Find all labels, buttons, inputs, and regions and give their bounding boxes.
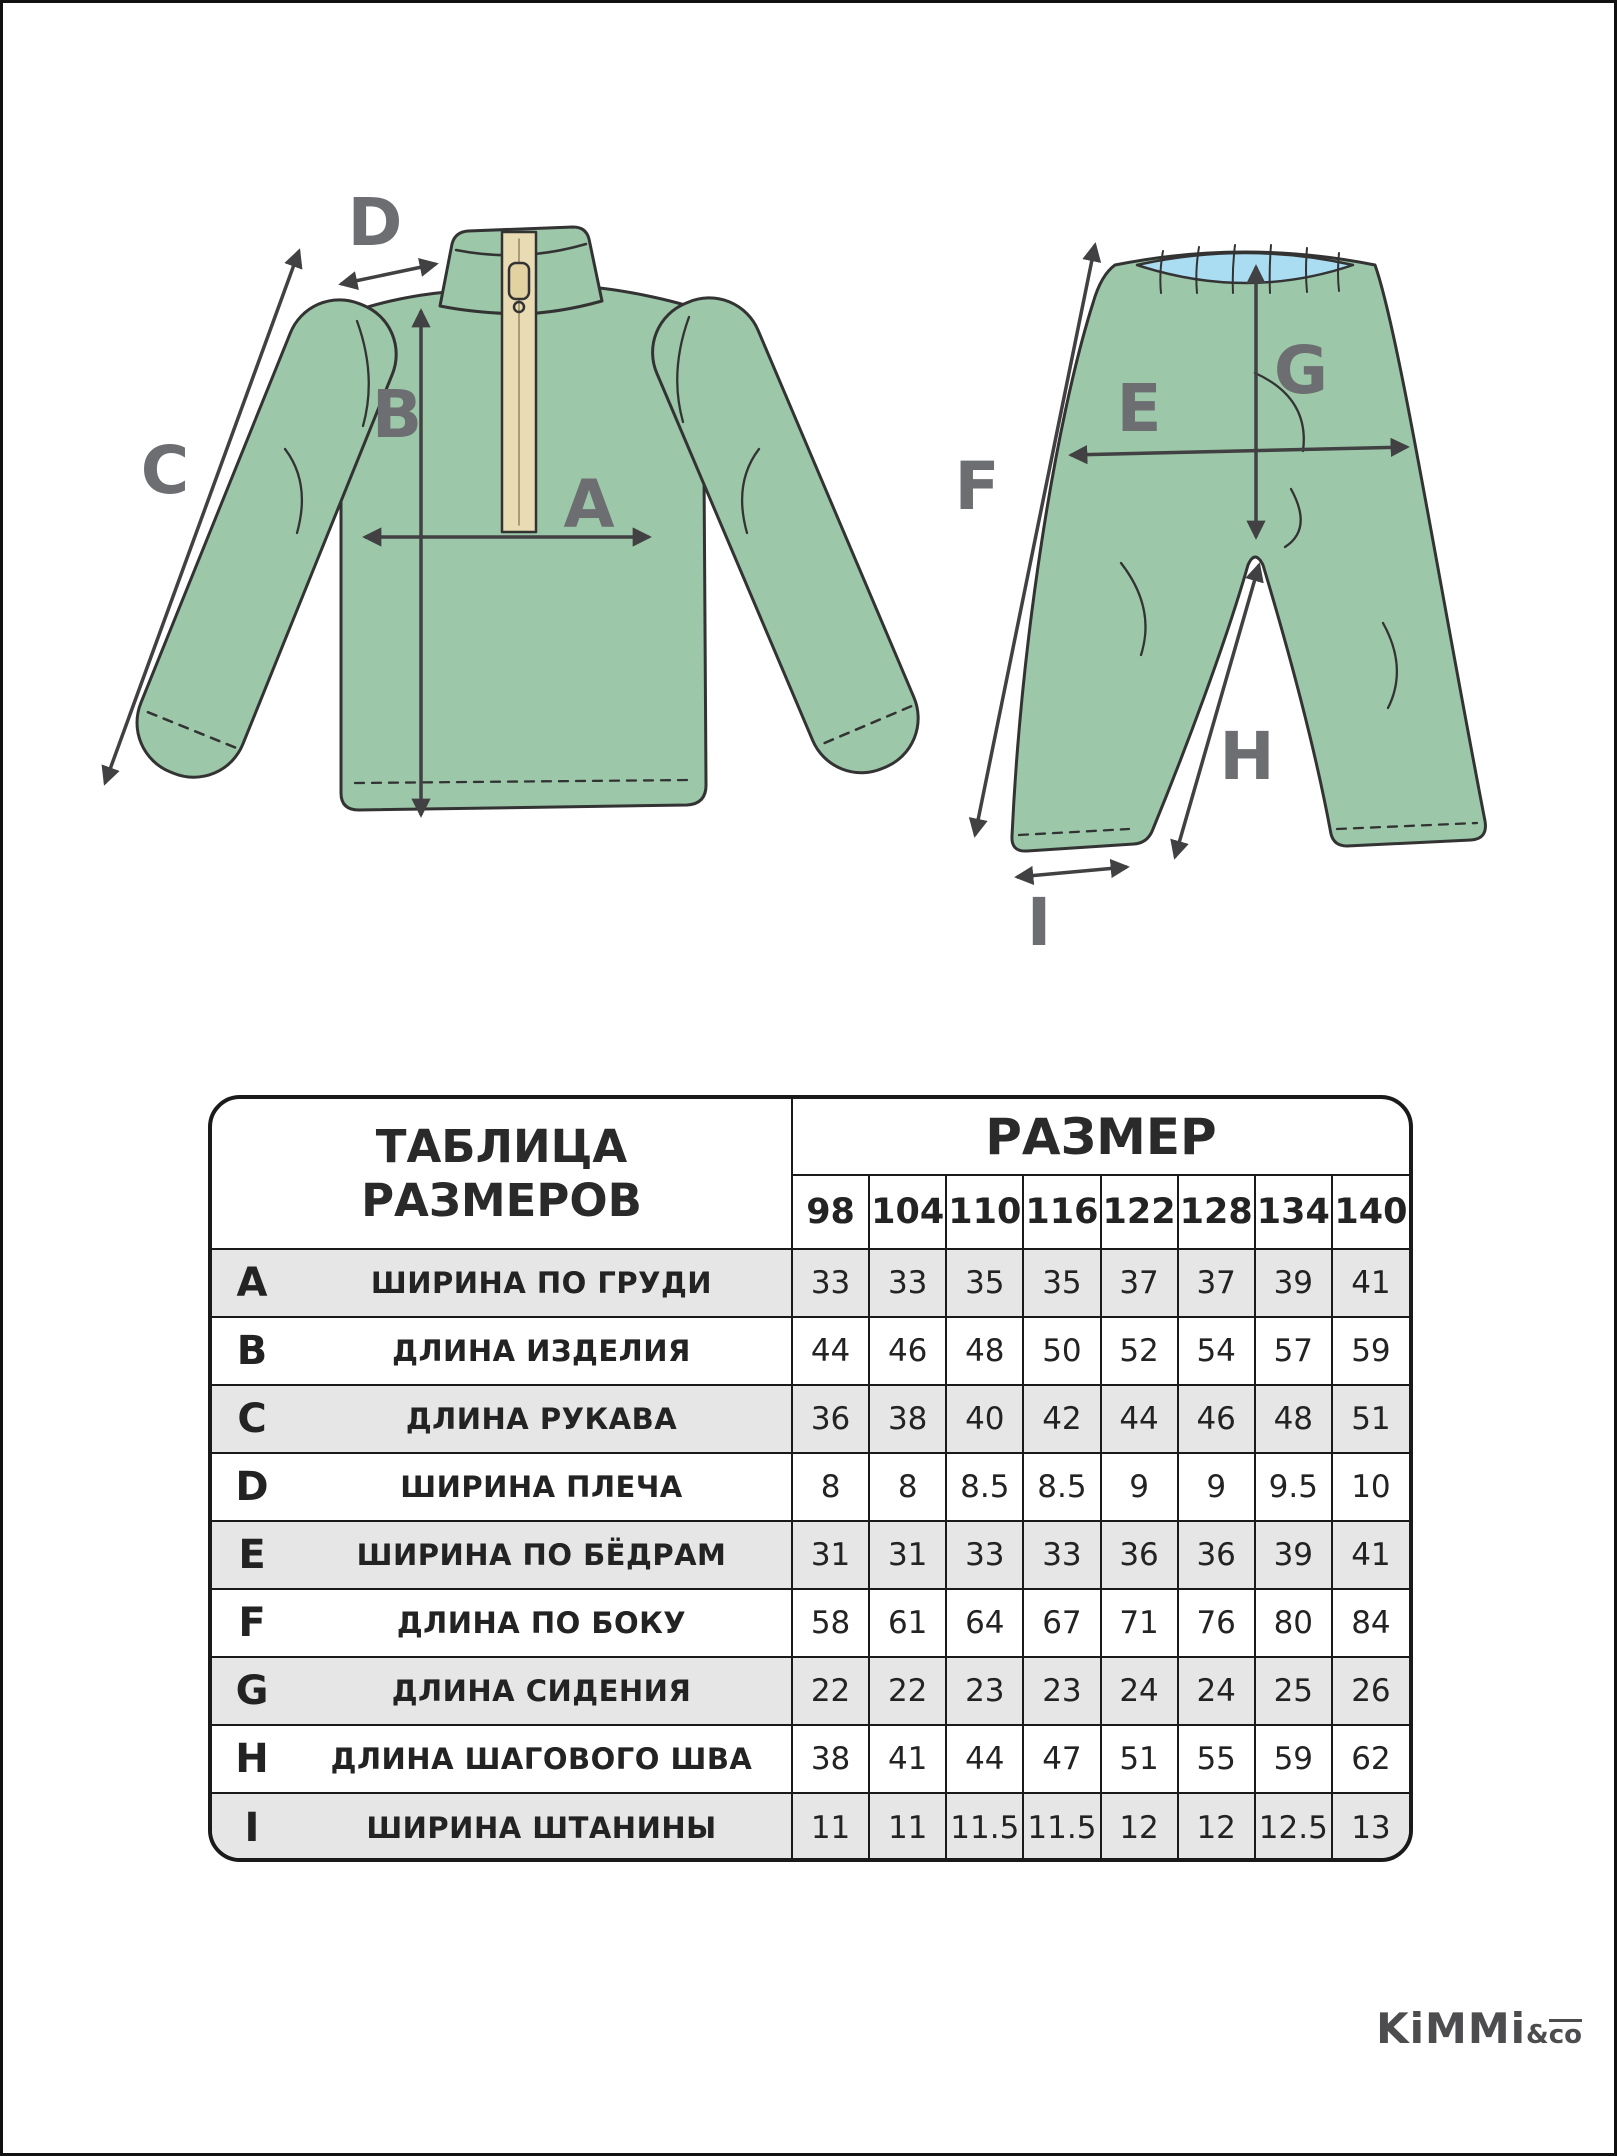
row-letter: G (212, 1657, 292, 1725)
logo-suffix-text: co (1548, 2020, 1582, 2050)
row-letter: A (212, 1249, 292, 1317)
value-cell: 46 (1178, 1385, 1255, 1453)
size-header: РАЗМЕР (792, 1099, 1409, 1175)
value-cell: 22 (869, 1657, 946, 1725)
measure-arrow-d (341, 264, 436, 284)
size-col-104: 104 (869, 1175, 946, 1249)
size-table-grid (212, 1099, 1409, 1861)
value-cell: 26 (1332, 1657, 1409, 1725)
value-cell: 41 (1332, 1521, 1409, 1589)
value-cell: 84 (1332, 1589, 1409, 1657)
measure-letter-i: I (1026, 884, 1052, 961)
row-label: ДЛИНА ШАГОВОГО ШВА (292, 1725, 792, 1793)
logo-main-text: KiMMi (1376, 2004, 1527, 2053)
value-cell: 42 (1023, 1385, 1100, 1453)
logo-ampersand: & (1526, 2020, 1549, 2050)
row-letter: F (212, 1589, 292, 1657)
value-cell: 76 (1178, 1589, 1255, 1657)
row-letter: B (212, 1317, 292, 1385)
measure-arrow-i (1017, 867, 1127, 877)
row-label: ДЛИНА ПО БОКУ (292, 1589, 792, 1657)
value-cell: 59 (1255, 1725, 1332, 1793)
value-cell: 11 (869, 1793, 946, 1861)
table-row-E (212, 1521, 1409, 1589)
value-cell: 51 (1332, 1385, 1409, 1453)
size-col-98: 98 (792, 1175, 869, 1249)
measure-letter-b: B (371, 376, 423, 453)
value-cell: 13 (1332, 1793, 1409, 1861)
brand-logo (1376, 2004, 1582, 2053)
row-letter: I (212, 1793, 292, 1861)
value-cell: 46 (869, 1317, 946, 1385)
value-cell: 12 (1178, 1793, 1255, 1861)
value-cell: 24 (1178, 1657, 1255, 1725)
value-cell: 50 (1023, 1317, 1100, 1385)
measure-letter-f: F (954, 448, 1000, 525)
value-cell: 23 (1023, 1657, 1100, 1725)
value-cell: 54 (1178, 1317, 1255, 1385)
value-cell: 9.5 (1255, 1453, 1332, 1521)
value-cell: 8 (792, 1453, 869, 1521)
value-cell: 55 (1178, 1725, 1255, 1793)
measure-letter-d: D (347, 184, 403, 261)
size-col-116: 116 (1023, 1175, 1100, 1249)
value-cell: 11.5 (1023, 1793, 1100, 1861)
value-cell: 8 (869, 1453, 946, 1521)
row-letter: D (212, 1453, 292, 1521)
value-cell: 33 (946, 1521, 1023, 1589)
value-cell: 39 (1255, 1521, 1332, 1589)
table-row-D (212, 1453, 1409, 1521)
value-cell: 31 (869, 1521, 946, 1589)
table-row-A (212, 1249, 1409, 1317)
value-cell: 9 (1178, 1453, 1255, 1521)
value-cell: 80 (1255, 1589, 1332, 1657)
value-cell: 48 (946, 1317, 1023, 1385)
table-title-cell (212, 1099, 792, 1249)
value-cell: 41 (869, 1725, 946, 1793)
size-table-body (212, 1249, 1409, 1861)
value-cell: 41 (1332, 1249, 1409, 1317)
row-label: ДЛИНА ИЗДЕЛИЯ (292, 1317, 792, 1385)
size-table (208, 1095, 1413, 1862)
table-header-row (212, 1099, 1409, 1175)
value-cell: 24 (1101, 1657, 1178, 1725)
value-cell: 10 (1332, 1453, 1409, 1521)
value-cell: 38 (869, 1385, 946, 1453)
zipper-pull (509, 263, 529, 299)
value-cell: 51 (1101, 1725, 1178, 1793)
value-cell: 61 (869, 1589, 946, 1657)
table-title: ТАБЛИЦА РАЗМЕРОВ (361, 1120, 642, 1227)
size-col-110: 110 (946, 1175, 1023, 1249)
value-cell: 35 (946, 1249, 1023, 1317)
table-row-F (212, 1589, 1409, 1657)
size-col-140: 140 (1332, 1175, 1409, 1249)
size-col-128: 128 (1178, 1175, 1255, 1249)
value-cell: 58 (792, 1589, 869, 1657)
value-cell: 36 (1178, 1521, 1255, 1589)
value-cell: 8.5 (1023, 1453, 1100, 1521)
value-cell: 44 (946, 1725, 1023, 1793)
value-cell: 8.5 (946, 1453, 1023, 1521)
size-col-134: 134 (1255, 1175, 1332, 1249)
row-label: ДЛИНА РУКАВА (292, 1385, 792, 1453)
value-cell: 39 (1255, 1249, 1332, 1317)
value-cell: 11.5 (946, 1793, 1023, 1861)
value-cell: 59 (1332, 1317, 1409, 1385)
value-cell: 9 (1101, 1453, 1178, 1521)
row-label: ШИРИНА ШТАНИНЫ (292, 1793, 792, 1861)
value-cell: 40 (946, 1385, 1023, 1453)
value-cell: 23 (946, 1657, 1023, 1725)
value-cell: 48 (1255, 1385, 1332, 1453)
table-row-H (212, 1725, 1409, 1793)
garment-diagram (3, 3, 1617, 1003)
value-cell: 52 (1101, 1317, 1178, 1385)
value-cell: 37 (1178, 1249, 1255, 1317)
value-cell: 71 (1101, 1589, 1178, 1657)
value-cell: 36 (792, 1385, 869, 1453)
measure-letter-h: H (1219, 718, 1275, 795)
value-cell: 47 (1023, 1725, 1100, 1793)
value-cell: 37 (1101, 1249, 1178, 1317)
value-cell: 44 (792, 1317, 869, 1385)
value-cell: 12.5 (1255, 1793, 1332, 1861)
value-cell: 22 (792, 1657, 869, 1725)
sweater-drawing (121, 227, 935, 810)
table-row-B (212, 1317, 1409, 1385)
measure-letter-c: C (140, 432, 190, 509)
value-cell: 67 (1023, 1589, 1100, 1657)
row-letter: H (212, 1725, 292, 1793)
value-cell: 64 (946, 1589, 1023, 1657)
value-cell: 57 (1255, 1317, 1332, 1385)
row-label: ДЛИНА СИДЕНИЯ (292, 1657, 792, 1725)
value-cell: 35 (1023, 1249, 1100, 1317)
value-cell: 62 (1332, 1725, 1409, 1793)
value-cell: 12 (1101, 1793, 1178, 1861)
row-letter: E (212, 1521, 292, 1589)
value-cell: 25 (1255, 1657, 1332, 1725)
value-cell: 33 (792, 1249, 869, 1317)
measure-letter-e: E (1116, 370, 1162, 447)
row-label: ШИРИНА ПО ГРУДИ (292, 1249, 792, 1317)
row-letter: C (212, 1385, 292, 1453)
value-cell: 33 (1023, 1521, 1100, 1589)
row-label: ШИРИНА ПО БЁДРАМ (292, 1521, 792, 1589)
measure-letter-g: G (1273, 332, 1329, 409)
value-cell: 38 (792, 1725, 869, 1793)
size-col-122: 122 (1101, 1175, 1178, 1249)
table-row-C (212, 1385, 1409, 1453)
value-cell: 33 (869, 1249, 946, 1317)
row-label: ШИРИНА ПЛЕЧА (292, 1453, 792, 1521)
zipper-placket (502, 232, 536, 532)
value-cell: 44 (1101, 1385, 1178, 1453)
value-cell: 31 (792, 1521, 869, 1589)
table-row-I (212, 1793, 1409, 1861)
value-cell: 36 (1101, 1521, 1178, 1589)
table-row-G (212, 1657, 1409, 1725)
value-cell: 11 (792, 1793, 869, 1861)
measure-letter-a: A (563, 466, 615, 543)
